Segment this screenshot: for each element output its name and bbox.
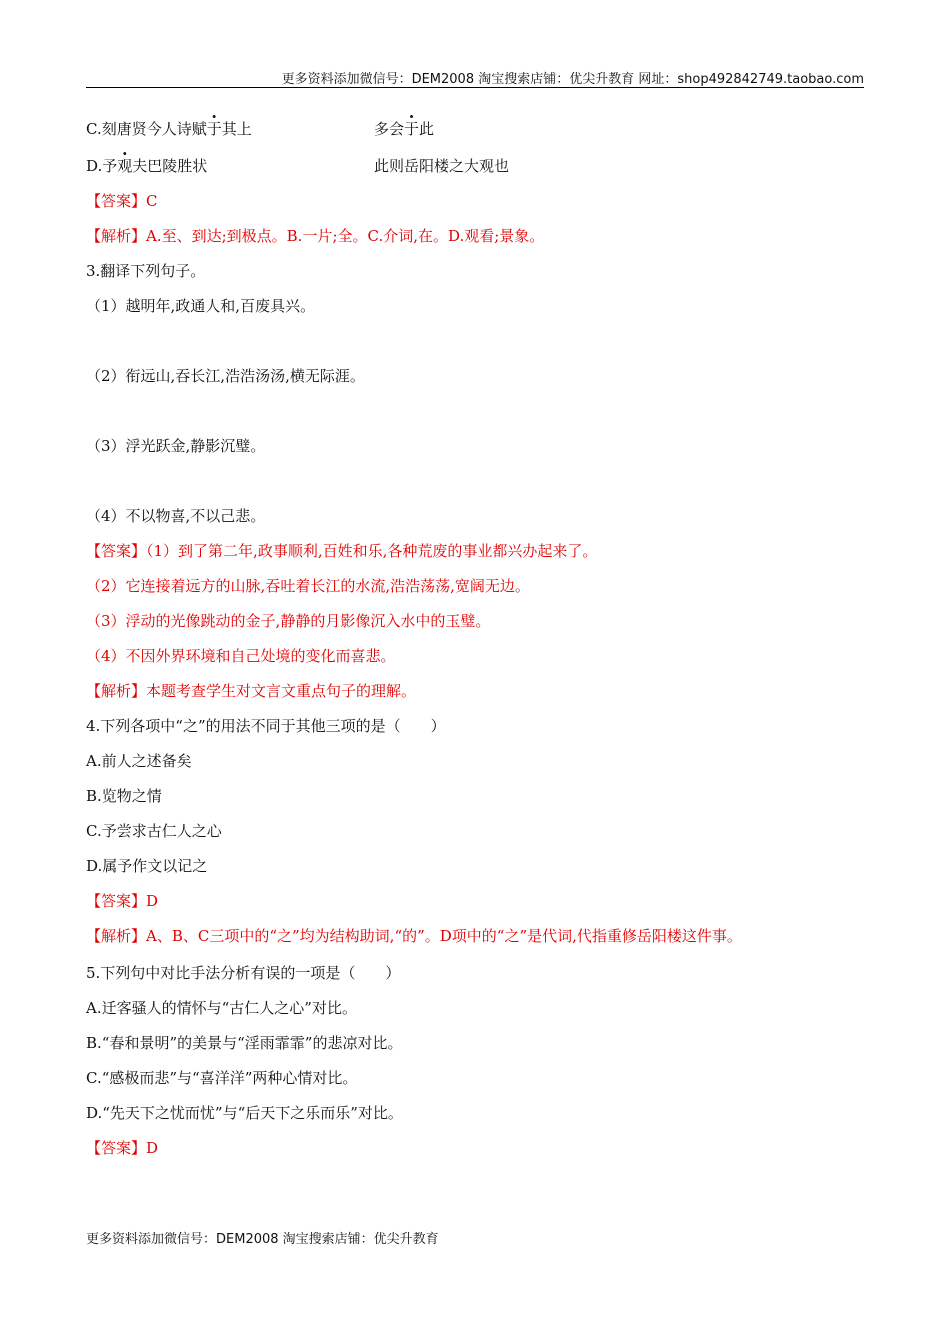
q3-answer-3: （3）浮动的光像跳动的金子,静静的月影像沉入水中的玉璧。 [86, 612, 491, 630]
q5-option-b: B.“春和景明”的美景与“淫雨霏霏”的悲凉对比。 [86, 1034, 403, 1052]
q3-item-4: （4）不以物喜,不以己悲。 [86, 507, 266, 525]
q4-answer: 【答案】D [86, 892, 159, 910]
q2-d-left-dot: 观 [117, 157, 133, 175]
q3-item-1: （1）越明年,政通人和,百废具兴。 [86, 297, 316, 315]
q5-option-d: D.“先天下之忧而忧”与“后天下之乐而乐”对比。 [86, 1104, 403, 1122]
q4-stem: 4.下列各项中“之”的用法不同于其他三项的是（ ） [86, 717, 446, 735]
q2-c-right [374, 119, 434, 139]
q3-analysis: 【解析】本题考查学生对文言文重点句子的理解。 [86, 682, 417, 700]
q3-answer-4: （4）不因外界环境和自己处境的变化而喜悲。 [86, 647, 396, 665]
q3-item-3: （3）浮光跃金,静影沉璧。 [86, 437, 266, 455]
page-footer: 更多资料添加微信号：DEM2008 淘宝搜索店铺：优尖升教育 [86, 1232, 439, 1247]
q2-c-right-pre: 多会 [374, 120, 405, 138]
q2-answer: 【答案】C [86, 192, 158, 210]
q2-option-c [86, 119, 435, 139]
q3-stem: 3.翻译下列句子。 [86, 262, 206, 280]
q2-c-right-post: 此 [419, 120, 435, 138]
q2-analysis: 【解析】A.至、到达;到极点。B.一片;全。C.介词,在。D.观看;景象。 [86, 227, 545, 245]
q4-option-c: C.予尝求古仁人之心 [86, 822, 222, 840]
q2-d-left-post: 夫巴陵胜状 [132, 157, 208, 175]
q2-c-left-post: 其上 [221, 120, 252, 138]
q4-option-b: B.览物之情 [86, 787, 162, 805]
page-header: 更多资料添加微信号：DEM2008 淘宝搜索店铺：优尖升教育 网址：shop492842749.taobao.com [281, 72, 864, 87]
q3-item-2: （2）衔远山,吞长江,浩浩汤汤,横无际涯。 [86, 367, 365, 385]
q4-analysis: 【解析】A、B、C三项中的“之”均为结构助词,“的”。D项中的“之”是代词,代指重修岳阳楼这件事。 [86, 927, 742, 945]
q3-answer-1: 【答案】（1）到了第二年,政事顺利,百姓和乐,各种荒废的事业都兴办起来了。 [86, 542, 598, 560]
q4-option-d: D.属予作文以记之 [86, 857, 208, 875]
q2-c-left-pre: C.刻唐贤今人诗赋 [86, 120, 207, 138]
q2-c-left-dot: 于 [206, 120, 222, 138]
q2-d-left-pre: D.予 [86, 157, 118, 175]
header-divider [86, 87, 864, 88]
q2-option-d [86, 156, 510, 176]
q2-d-right: 此则岳阳楼之大观也 [374, 157, 510, 175]
q2-c-right-dot: 于 [404, 120, 420, 138]
q3-answer-2: （2）它连接着远方的山脉,吞吐着长江的水流,浩浩荡荡,宽阔无边。 [86, 577, 530, 595]
q5-option-c: C.“感极而悲”与“喜洋洋”两种心情对比。 [86, 1069, 358, 1087]
q5-stem: 5.下列句中对比手法分析有误的一项是（ ） [86, 964, 401, 982]
q4-option-a: A.前人之述备矣 [86, 752, 192, 770]
q5-answer: 【答案】D [86, 1139, 159, 1157]
q5-option-a: A.迁客骚人的情怀与“古仁人之心”对比。 [86, 999, 357, 1017]
